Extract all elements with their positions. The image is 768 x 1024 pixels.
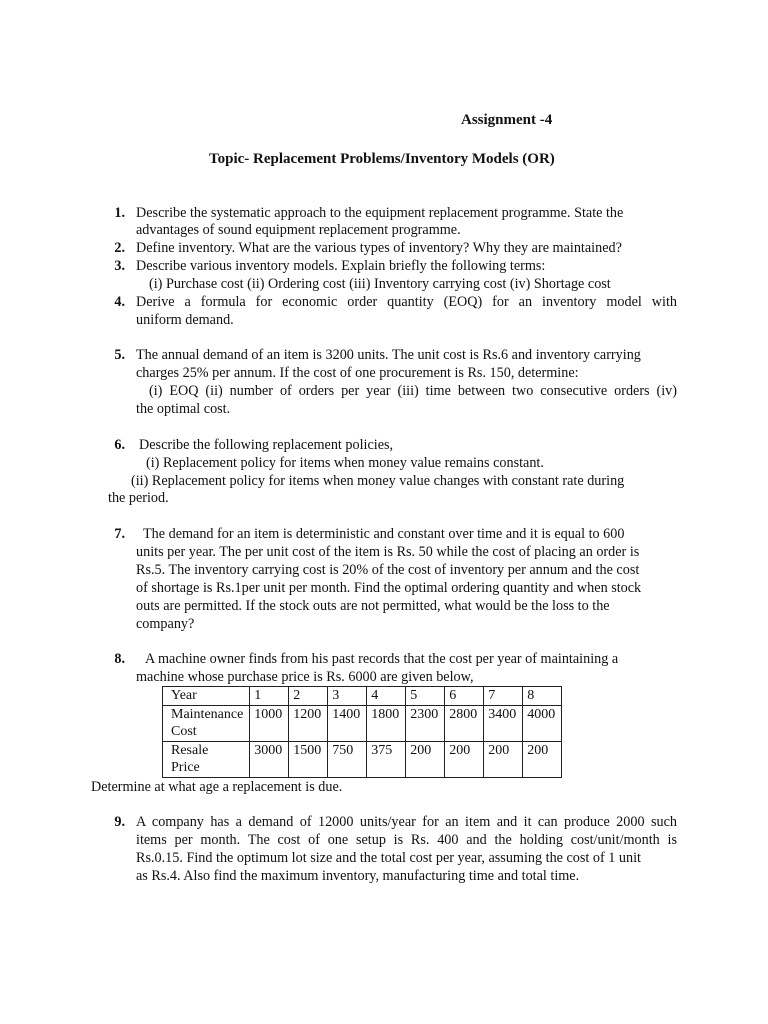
question-text: Define inventory. What are the various types of inventory? Why they are maintained?	[136, 240, 622, 256]
question-text: uniform demand.	[136, 312, 234, 328]
maintenance-table	[162, 686, 562, 778]
question-text: as Rs.4. Also find the maximum inventory, manufacturing time and total time.	[136, 868, 580, 884]
table-cell: 3000	[250, 741, 289, 777]
row-label-line: Maintenance	[171, 706, 244, 722]
question-text: Describe various inventory models. Explain briefly the following terms:	[136, 258, 546, 274]
row-label-line: Price	[171, 760, 200, 775]
table-cell: 1000	[250, 705, 289, 741]
table-cell: 375	[367, 741, 406, 777]
table-cell: 200	[484, 741, 523, 777]
question-text: (i) Purchase cost (ii) Ordering cost (iii) Inventory carrying cost (iv) Shortage cost	[149, 276, 611, 292]
question-text: machine whose purchase price is Rs. 6000 are given below,	[136, 669, 474, 685]
question-text: outs are permitted. If the stock outs are not permitted, what would be the loss to the	[136, 598, 610, 614]
question-number: 6.	[114, 437, 125, 453]
table-cell: 4	[367, 687, 406, 706]
table-row	[163, 687, 562, 706]
row-label-line: Cost	[171, 724, 197, 739]
table-cell: 1200	[289, 705, 328, 741]
table-cell: 2800	[445, 705, 484, 741]
table-cell: 6	[445, 687, 484, 706]
table-cell: 200	[406, 741, 445, 777]
table-cell: 3	[328, 687, 367, 706]
table-cell: 2	[289, 687, 328, 706]
question-number: 3.	[114, 258, 125, 274]
table-cell: 2300	[406, 705, 445, 741]
table-cell: 200	[445, 741, 484, 777]
question-text: A company has a demand of 12000 units/year for an item and it can produce 2000 such	[136, 814, 677, 830]
question-number: 4.	[114, 294, 125, 310]
question-number: 7.	[114, 526, 125, 542]
page-title: Assignment -4	[461, 112, 553, 128]
question-number: 9.	[114, 814, 125, 830]
question-text: Determine at what age a replacement is due.	[91, 779, 343, 795]
question-text: charges 25% per annum. If the cost of one procurement is Rs. 150, determine:	[136, 365, 579, 381]
question-text: units per year. The per unit cost of the item is Rs. 50 while the cost of placing an order is	[136, 544, 640, 560]
question-text: Derive a formula for economic order quantity (EOQ) for an inventory model with	[136, 294, 677, 310]
question-number: 2.	[114, 240, 125, 256]
row-label-line: Resale	[171, 742, 209, 758]
row-label: Year	[163, 687, 250, 706]
question-text: (i) Replacement policy for items when money value remains constant.	[146, 455, 544, 471]
question-number: 8.	[114, 651, 125, 667]
table-cell: 1800	[367, 705, 406, 741]
row-label	[163, 741, 250, 777]
question-text: The annual demand of an item is 3200 units. The unit cost is Rs.6 and inventory carrying	[136, 347, 641, 363]
question-text: (ii) Replacement policy for items when money value changes with constant rate during	[131, 473, 625, 489]
table-cell: 750	[328, 741, 367, 777]
table-row	[163, 705, 562, 741]
table-cell: 4000	[523, 705, 562, 741]
question-text: the optimal cost.	[136, 401, 231, 417]
question-text: advantages of sound equipment replacement programme.	[136, 222, 461, 238]
question-text: Describe the systematic approach to the equipment replacement programme. State the	[136, 205, 624, 221]
question-text: The demand for an item is deterministic and constant over time and it is equal to 600	[143, 526, 625, 542]
table-cell: 3400	[484, 705, 523, 741]
table-cell: 5	[406, 687, 445, 706]
question-text: A machine owner finds from his past records that the cost per year of maintaining a	[145, 651, 619, 667]
table-cell: 1	[250, 687, 289, 706]
question-number: 5.	[114, 347, 125, 363]
question-text: Rs.0.15. Find the optimum lot size and the total cost per year, assuming the cost of 1 unit	[136, 850, 641, 866]
table-cell: 7	[484, 687, 523, 706]
table-cell: 1400	[328, 705, 367, 741]
question-text: the period.	[108, 490, 169, 506]
question-text: items per month. The cost of one setup is Rs. 400 and the holding cost/unit/month is	[136, 832, 677, 848]
question-number: 1.	[114, 205, 125, 221]
table-cell: 8	[523, 687, 562, 706]
topic-heading: Topic- Replacement Problems/Inventory Models (OR)	[209, 151, 555, 167]
table-cell: 200	[523, 741, 562, 777]
table-row	[163, 741, 562, 777]
question-text: Describe the following replacement policies,	[139, 437, 394, 453]
question-text: (i) EOQ (ii) number of orders per year (iii) time between two consecutive orders (iv)	[149, 383, 677, 399]
question-text: Rs.5. The inventory carrying cost is 20% of the cost of inventory per annum and the cost	[136, 562, 640, 578]
row-label	[163, 705, 250, 741]
question-text: of shortage is Rs.1per unit per month. Find the optimal ordering quantity and when stock	[136, 580, 642, 596]
table-cell: 1500	[289, 741, 328, 777]
question-text: company?	[136, 616, 195, 632]
